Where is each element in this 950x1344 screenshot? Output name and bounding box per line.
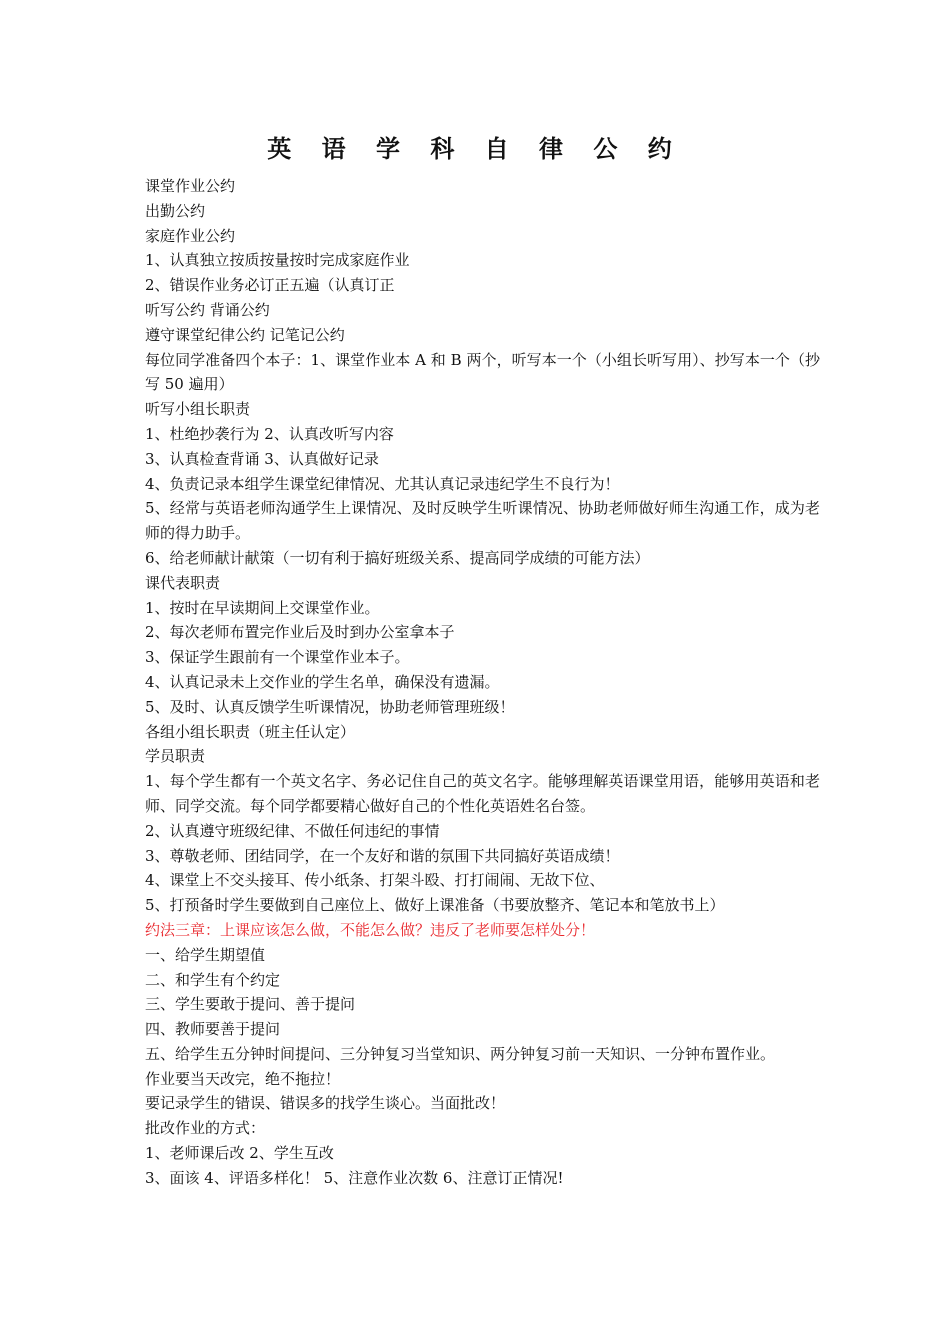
- document-body: [145, 174, 820, 1191]
- text-line: 作业要当天改完，绝不拖拉！: [145, 1069, 341, 1088]
- text-line: 课代表职责: [145, 573, 221, 592]
- text-line: 约法三章：上课应该怎么做，不能怎么做？违反了老师要怎样处分！: [145, 920, 596, 939]
- text-line: 家庭作业公约: [145, 226, 236, 245]
- text-line: 1、老师课后改 2、学生互改: [145, 1144, 334, 1163]
- text-line: 1、按时在早读期间上交课堂作业。: [145, 598, 380, 617]
- text-line: 四、教师要善于提问: [145, 1020, 281, 1039]
- text-line: 6、给老师献计献策（一切有利于搞好班级关系、提高同学成绩的可能方法）: [145, 548, 650, 567]
- text-line: 出勤公约: [145, 201, 206, 220]
- text-line: 5、及时、认真反馈学生听课情况，协助老师管理班级！: [145, 697, 515, 716]
- text-line: 3、认真检查背诵 3、认真做好记录: [145, 449, 379, 468]
- text-line: 课堂作业公约: [145, 177, 236, 195]
- text-line: 3、尊敬老师、团结同学，在一个友好和谐的氛围下共同搞好英语成绩！: [145, 846, 620, 865]
- document-title: 英 语 学 科 自 律 公 约: [267, 135, 683, 163]
- text-line: 各组小组长职责（班主任认定）: [145, 722, 356, 741]
- text-line: 4、认真记录未上交作业的学生名单，确保没有遗漏。: [145, 672, 500, 691]
- text-line: 遵守课堂纪律公约 记笔记公约: [145, 325, 345, 344]
- text-line: 5、经常与英语老师沟通学生上课情况、及时反映学生听课情况、协助老师做好师生沟通工作，成为老师的得力助手。: [145, 499, 820, 543]
- text-line: 听写公约 背诵公约: [145, 300, 270, 319]
- text-line: 1、杜绝抄袭行为 2、认真改听写内容: [145, 424, 394, 443]
- text-line: 五、给学生五分钟时间提问、三分钟复习当堂知识、两分钟复习前一天知识、一分钟布置作业。: [145, 1044, 776, 1063]
- text-line: 3、保证学生跟前有一个课堂作业本子。: [145, 648, 410, 667]
- text-line: 2、每次老师布置完作业后及时到办公室拿本子: [145, 623, 455, 642]
- text-line: 5、打预备时学生要做到自己座位上、做好上课准备（书要放整齐、笔记本和笔放书上）: [145, 896, 725, 915]
- text-line: 3、面该 4、评语多样化！ 5、注意作业次数 6、注意订正情况!: [145, 1168, 564, 1187]
- text-line: 三、学生要敢于提问、善于提问: [145, 995, 356, 1014]
- text-line: 4、课堂上不交头接耳、传小纸条、打架斗殴、打打闹闹、无故下位、: [145, 871, 605, 890]
- text-line: 每位同学准备四个本子：1、课堂作业本 A 和 B 两个，听写本一个（小组长听写用）、抄写本一个（抄写 50 遍用）: [145, 350, 820, 394]
- text-line: 批改作业的方式：: [145, 1119, 266, 1138]
- text-line: 学员职责: [145, 747, 206, 766]
- text-line: 一、给学生期望值: [145, 945, 266, 964]
- text-line: 2、认真遵守班级纪律、不做任何违纪的事情: [145, 821, 440, 840]
- text-line: 4、负责记录本组学生课堂纪律情况、尤其认真记录违纪学生不良行为！: [145, 474, 620, 493]
- text-line: 2、错误作业务必订正五遍（认真订正: [145, 276, 395, 295]
- text-line: 听写小组长职责: [145, 400, 251, 419]
- text-line: 二、和学生有个约定: [145, 970, 281, 989]
- text-line: 1、认真独立按质按量按时完成家庭作业: [145, 251, 410, 270]
- text-line: 要记录学生的错误、错误多的找学生谈心。当面批改！: [145, 1094, 506, 1113]
- text-line: 1、每个学生都有一个英文名字、务必记住自己的英文名字。能够理解英语课堂用语，能够用英语和老师、同学交流。每个同学都要精心做好自己的个性化英语姓名台签。: [145, 772, 820, 815]
